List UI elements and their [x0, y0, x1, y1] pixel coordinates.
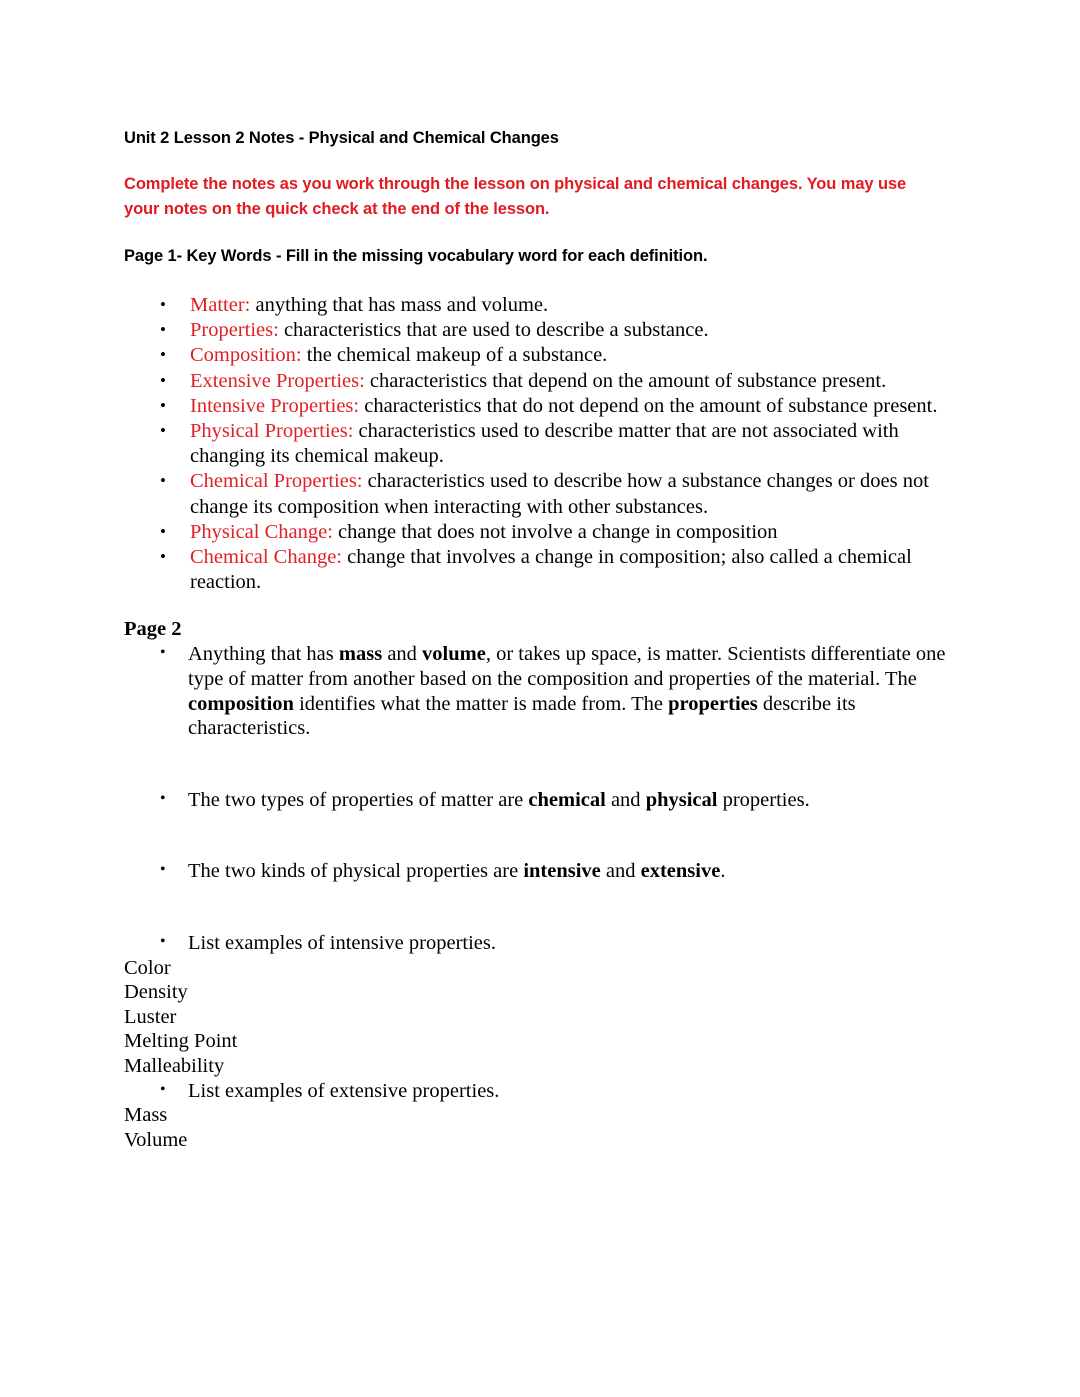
key-word-definition: change that does not involve a change in composition: [332, 520, 778, 543]
key-word-definition: characteristics that do not depend on the amount of substance present.: [359, 394, 938, 417]
key-word-item: [124, 293, 954, 318]
key-word-definition: characteristics that are used to describe a substance.: [278, 319, 709, 342]
key-word-item: [124, 419, 954, 469]
emphasis-term: intensive: [523, 860, 601, 883]
page-2-bullet: [124, 788, 954, 813]
emphasis-term: volume: [422, 643, 486, 666]
extensive-properties-prompt: • List examples of extensive properties.: [124, 1079, 954, 1104]
intensive-properties-prompt: • List examples of intensive properties.: [124, 931, 954, 956]
key-word-term: Matter:: [190, 294, 251, 316]
page-2-bullet-list: [124, 642, 954, 884]
document-body: [124, 126, 954, 1152]
extensive-answers: [124, 1103, 954, 1152]
key-word-term: Extensive Properties:: [190, 369, 365, 392]
bullet-text: The two kinds of physical properties are: [188, 860, 524, 883]
intensive-answer-line: Malleability: [124, 1054, 225, 1077]
key-word-definition: the chemical makeup of a substance.: [301, 344, 608, 367]
key-word-definition: anything that has mass and volume.: [250, 294, 549, 316]
bullet-text: describe its characteristics.: [188, 692, 856, 740]
emphasis-term: composition: [188, 692, 294, 715]
key-word-item: [124, 520, 954, 545]
key-word-term: Physical Change:: [190, 520, 333, 543]
bullet-text: properties.: [717, 788, 810, 811]
key-word-item: [124, 369, 954, 394]
key-word-term: Chemical Change:: [190, 546, 342, 569]
bullet-text: identifies what the matter is made from. The: [293, 692, 669, 715]
extensive-answer-line: Mass: [124, 1104, 168, 1127]
key-word-definition: change that involves a change in composition; also called a chemical reaction.: [190, 546, 912, 594]
key-word-item: [124, 545, 954, 595]
key-word-definition: characteristics that depend on the amount of substance present.: [364, 369, 887, 392]
intensive-answer-line: Luster: [124, 1005, 177, 1028]
key-word-item: [124, 343, 954, 368]
page-2-bullet: [124, 642, 954, 740]
intensive-answer-line: Density: [124, 981, 188, 1004]
key-word-definition: characteristics used to describe matter that are not associated with changing its chemical makeup.: [190, 420, 899, 468]
emphasis-term: properties: [668, 692, 758, 715]
bullet-text: and: [382, 643, 423, 666]
page-title: Unit 2 Lesson 2 Notes - Physical and Chemical Changes: [124, 129, 559, 147]
emphasis-term: extensive: [640, 860, 721, 883]
key-word-term: Composition:: [190, 344, 302, 367]
bullet-text: Anything that has: [188, 643, 339, 666]
intensive-answers: [124, 956, 954, 1079]
key-word-term: Chemical Properties:: [190, 470, 363, 493]
bullet-text: , or takes up space, is matter. Scientists differentiate one type of matter from another based on the composition and properties of the material. The: [188, 643, 946, 691]
page-2-heading: Page 2: [124, 618, 182, 641]
bullet-text: The two types of properties of matter are: [188, 788, 529, 811]
key-word-term: Properties:: [190, 319, 279, 342]
bullet-text: .: [720, 860, 726, 883]
extensive-answer-line: Volume: [124, 1128, 188, 1151]
emphasis-term: physical: [645, 788, 718, 811]
bullet-text: and: [600, 860, 641, 883]
key-word-item: [124, 469, 954, 519]
bullet-text: and: [605, 788, 646, 811]
key-word-term: Physical Properties:: [190, 420, 354, 443]
page-1-heading: Page 1- Key Words - Fill in the missing vocabulary word for each definition.: [124, 247, 708, 265]
key-words-list: [124, 293, 954, 595]
emphasis-term: mass: [338, 643, 383, 666]
key-word-term: Intensive Properties:: [190, 394, 360, 417]
page-2-bullet: [124, 859, 954, 884]
emphasis-term: chemical: [528, 788, 606, 811]
key-word-item: [124, 318, 954, 343]
instruction-paragraph: Complete the notes as you work through the lesson on physical and chemical changes. You may use your notes on the quick check at the end of the lesson.: [124, 175, 907, 218]
key-word-definition: characteristics used to describe how a substance changes or does not change its composition when interacting with other substances.: [190, 470, 929, 518]
key-word-item: [124, 394, 954, 419]
intensive-answer-line: Color: [124, 956, 171, 979]
intensive-answer-line: Melting Point: [124, 1030, 238, 1053]
